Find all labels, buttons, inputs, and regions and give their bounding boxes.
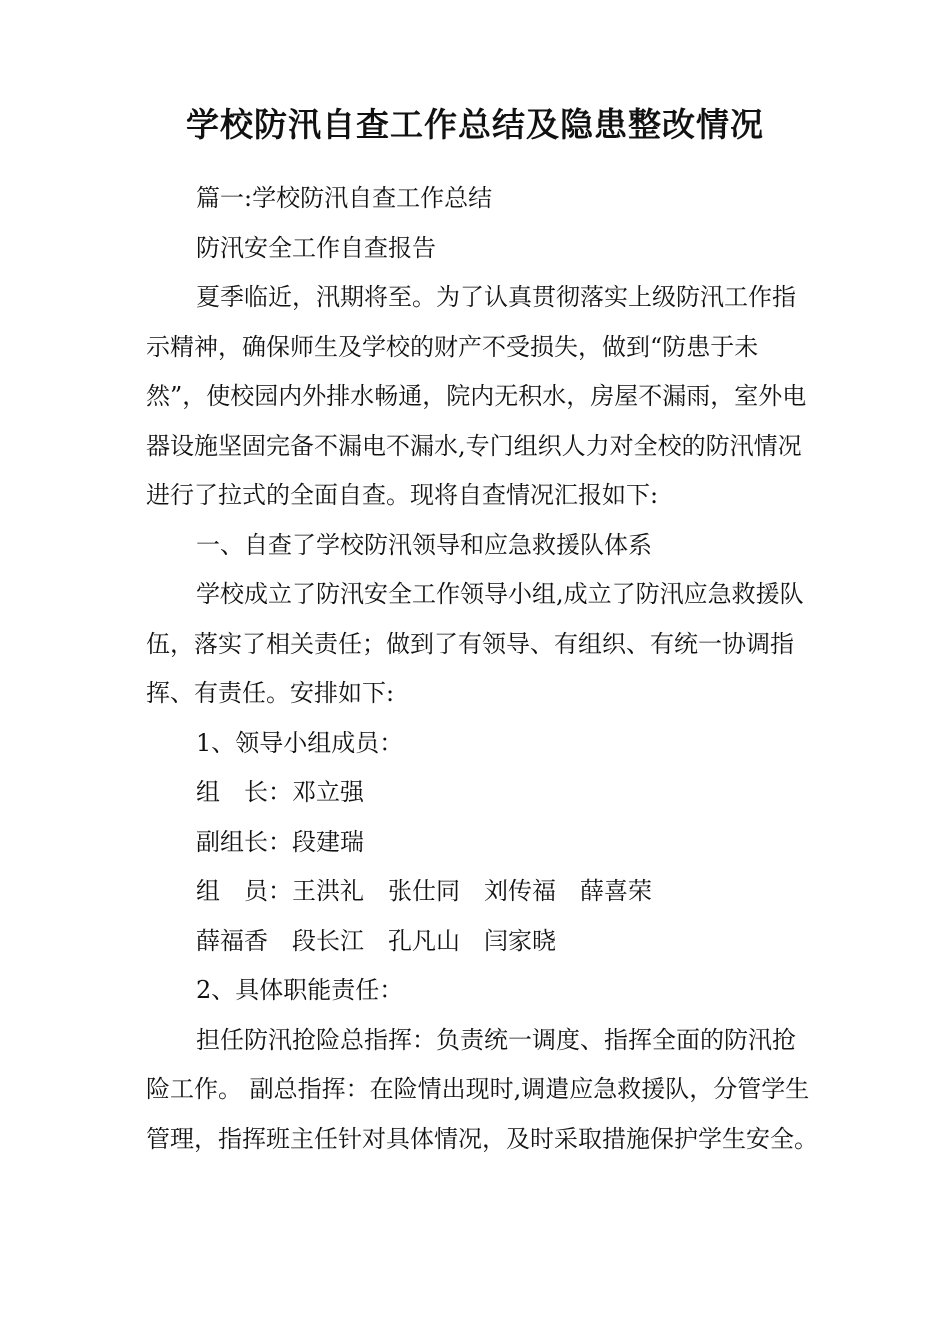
report-subtitle: 防汛安全工作自查报告	[196, 233, 436, 262]
members-line-2: 薛福香 段长江 孔凡山 闫家晓	[196, 926, 556, 955]
subsection-2-heading: 2、具体职能责任：	[196, 976, 404, 1004]
deputy-leader-line: 副组长：段建瑞	[196, 827, 364, 856]
duties-paragraph: 担任防汛抢险总指挥：负责统一调度、指挥全面的防汛抢险工作。 副总指挥：在险情出现时,调遣应急救援队，分管学生管理，指挥班主任针对具体情况，及时采取措施保护学生安全。	[146, 1025, 818, 1153]
group-leader-line: 组 长：邓立强	[196, 778, 364, 806]
part-heading: 篇一:学校防汛自查工作总结	[196, 184, 493, 212]
subsection-1-heading: 1、领导小组成员：	[196, 728, 404, 757]
members-line-1: 组 员：王洪礼 张仕同 刘传福 薛喜荣	[196, 877, 652, 905]
document-body	[146, 174, 818, 1164]
document-title: 学校防汛自查工作总结及隐患整改情况	[186, 105, 764, 144]
intro-paragraph: 夏季临近，汛期将至。为了认真贯彻落实上级防汛工作指示精神，确保师生及学校的财产不受损失，做到“防患于未然”，使校园内外排水畅通，院内无积水，房屋不漏雨，室外电器设施坚固完备不漏电不漏水,专门组织人力对全校的防汛情况进行了拉式的全面自查。现将自查情况汇报如下:	[146, 283, 807, 509]
section-1-heading: 一、自查了学校防汛领导和应急救援队体系	[196, 530, 652, 559]
section-1-paragraph: 学校成立了防汛安全工作领导小组,成立了防汛应急救援队伍，落实了相关责任；做到了有领导、有组织、有统一协调指挥、有责任。安排如下:	[146, 580, 804, 707]
